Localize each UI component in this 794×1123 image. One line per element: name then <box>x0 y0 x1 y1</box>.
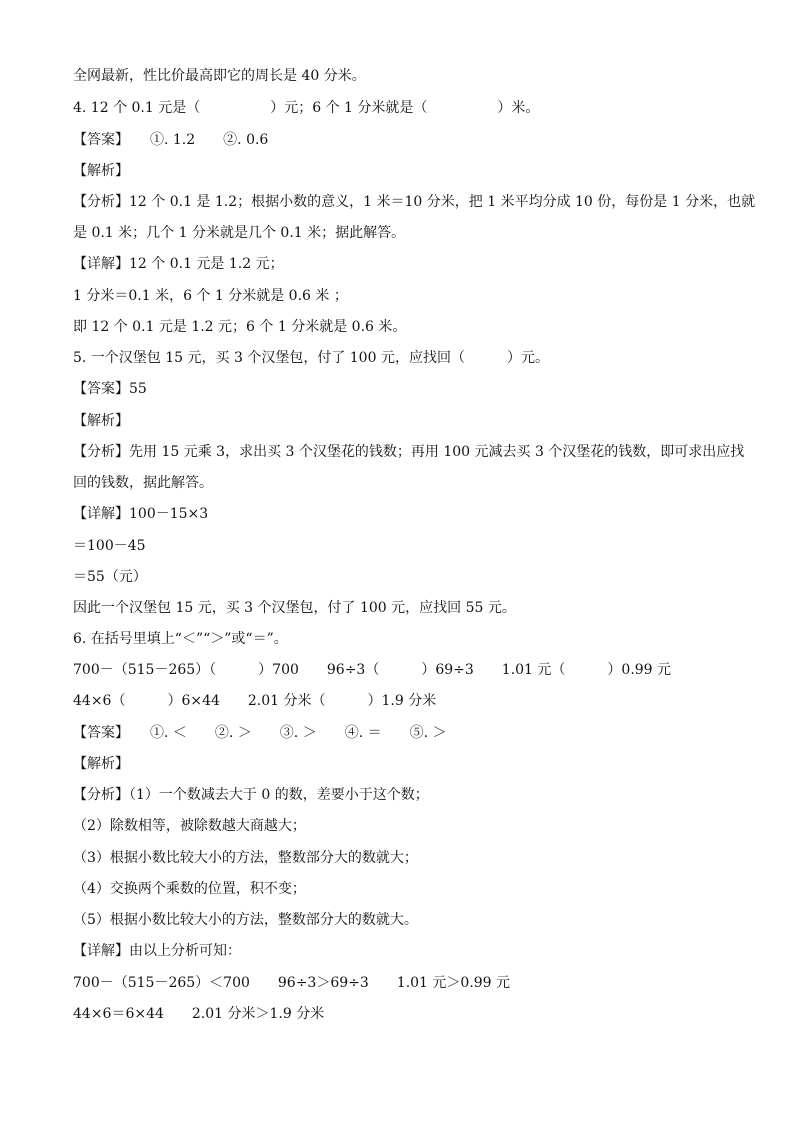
q4-answer: 【答案】 ①. 1.2 ②. 0.6 <box>73 132 269 148</box>
q4-analysis-text-1: 【分析】12 个 0.1 是 1.2；根据小数的意义，1 米＝10 分米，把 1 米平均分成 10 份，每份是 1 分米，也就 <box>73 194 756 210</box>
q6-analysis-4: （4）交换两个乘数的位置，积不变； <box>73 881 306 897</box>
question-6: 6. 在括号里填上“＜”“＞”或“＝”。 <box>73 631 288 647</box>
q6-analysis-5: （5）根据小数比较大小的方法，整数部分大的数就大。 <box>73 912 418 928</box>
q6-items-2: 44×6（ ）6×44 2.01 分米（ ）1.9 分米 <box>73 693 437 709</box>
q5-detail-1: 【详解】100－15×3 <box>73 506 209 522</box>
q4-analysis-heading: 【解析】 <box>73 163 129 179</box>
q5-analysis-heading: 【解析】 <box>73 413 129 429</box>
q6-items-1: 700－（515－265）（ ）700 96÷3（ ）69÷3 1.01 元（ ）0.99 元 <box>73 662 672 678</box>
intro-line: 全网最新，性比价最高即它的周长是 40 分米。 <box>73 68 366 84</box>
q6-detail-1: 700－（515－265）＜700 96÷3＞69÷3 1.01 元＞0.99 元 <box>73 975 511 991</box>
question-5: 5. 一个汉堡包 15 元，买 3 个汉堡包，付了 100 元，应找回（ ）元。 <box>73 350 549 366</box>
q6-analysis-heading: 【解析】 <box>73 756 129 772</box>
q6-detail-2: 44×6＝6×44 2.01 分米＞1.9 分米 <box>73 1006 325 1022</box>
q6-analysis-1: 【分析】（1）一个数减去大于 0 的数，差要小于这个数； <box>73 787 429 803</box>
q4-detail-2: 1 分米＝0.1 米，6 个 1 分米就是 0.6 米 ； <box>73 288 348 304</box>
q5-conclusion: 因此一个汉堡包 15 元，买 3 个汉堡包，付了 100 元，应找回 55 元。 <box>73 600 516 616</box>
q6-answer: 【答案】 ①. ＜ ②. ＞ ③. ＞ ④. ＝ ⑤. ＞ <box>73 725 447 741</box>
q5-detail-3: ＝55（元） <box>73 569 147 585</box>
q5-analysis-text-2: 回的钱数，据此解答。 <box>73 475 213 491</box>
q5-answer: 【答案】55 <box>73 381 147 397</box>
q5-analysis-text-1: 【分析】先用 15 元乘 3，求出买 3 个汉堡花的钱数；再用 100 元减去买 3 个汉堡花的钱数，即可求出应找 <box>73 444 745 460</box>
q4-analysis-text-2: 是 0.1 米；几个 1 分米就是几个 0.1 米；据此解答。 <box>73 225 406 241</box>
q6-analysis-3: （3）根据小数比较大小的方法，整数部分大的数就大； <box>73 850 418 866</box>
q6-analysis-2: （2）除数相等，被除数越大商越大； <box>73 818 306 834</box>
q4-detail-1: 【详解】12 个 0.1 元是 1.2 元； <box>73 256 284 272</box>
q4-detail-3: 即 12 个 0.1 元是 1.2 元；6 个 1 分米就是 0.6 米。 <box>73 319 407 335</box>
question-4: 4. 12 个 0.1 元是（ ）元；6 个 1 分米就是（ ）米。 <box>73 100 540 116</box>
q6-detail-heading: 【详解】由以上分析可知： <box>73 943 241 959</box>
q5-detail-2: ＝100－45 <box>73 538 146 554</box>
